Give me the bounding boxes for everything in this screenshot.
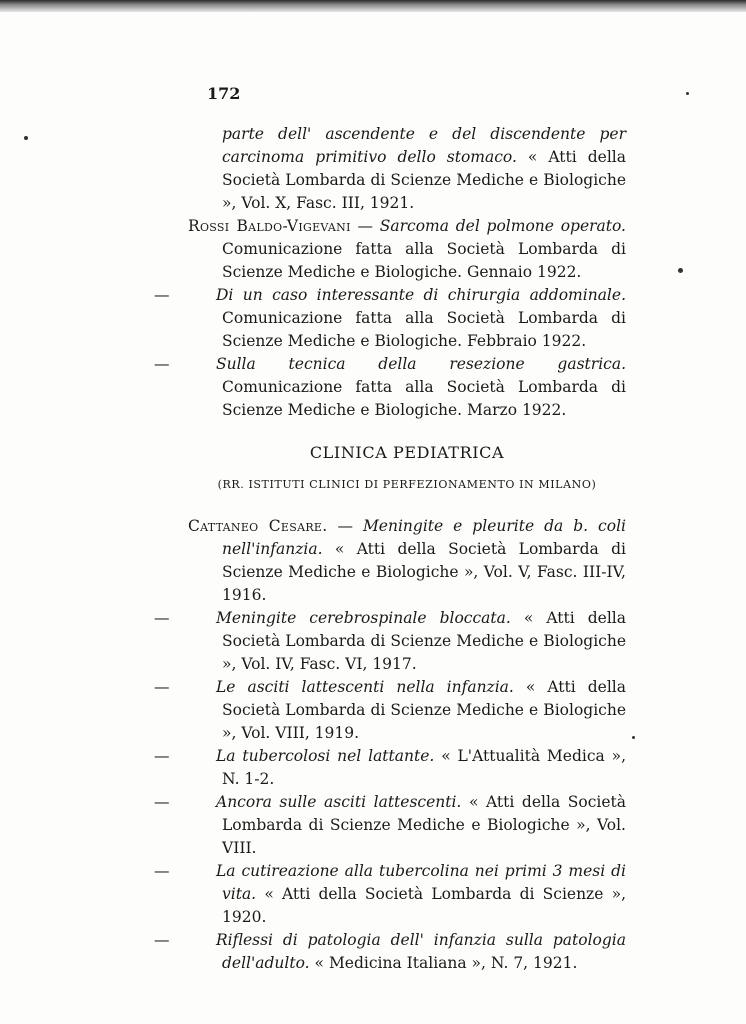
reference-source: « Atti della Società Lombarda di Scienze », 1920. bbox=[222, 885, 626, 926]
reference-title: Di un caso interessante di chirurgia addominale. bbox=[216, 286, 626, 304]
reference-source: « Atti della Società Lombarda di Scienze Mediche e Biologiche », Vol. IV, Fasc. VI, 1917. bbox=[222, 609, 626, 673]
reference-source: « Atti della Società Lombarda di Scienze Mediche e Biologiche », Vol. VIII, 1919. bbox=[222, 678, 626, 742]
reference-title: parte dell' ascendente e del discendente per carcinoma primitivo dello stomaco. bbox=[222, 125, 626, 166]
reference-source: « Atti della Società Lombarda di Scienze Mediche e Biologiche », Vol. V, Fasc. III-IV, 1916. bbox=[222, 540, 626, 604]
reference-title: Sarcoma del polmone operato. bbox=[379, 217, 626, 235]
reference-entry bbox=[154, 860, 626, 929]
ditto-dash: — bbox=[154, 862, 170, 880]
reference-title: Riflessi di patologia dell' infanzia sulla patologia dell'adulto. bbox=[216, 931, 626, 972]
reference-source: « Medicina Italiana », N. 7, 1921. bbox=[314, 954, 578, 972]
section-subheading: (RR. ISTITUTI CLINICI DI PERFEZIONAMENTO IN MILANO) bbox=[217, 478, 597, 491]
page-number: 172 bbox=[207, 84, 241, 103]
reference-source: Comunicazione fatta alla Società Lombarda di Scienze Mediche e Biologiche. Gennaio 1922. bbox=[222, 240, 626, 281]
reference-source: « Atti della Società Lombarda di Scienze Mediche e Biologiche », Vol. VIII. bbox=[222, 793, 626, 857]
reference-entry bbox=[188, 123, 626, 215]
reference-source: Comunicazione fatta alla Società Lombarda di Scienze Mediche e Biologiche. Marzo 1922. bbox=[222, 378, 626, 419]
scan-speck bbox=[678, 268, 683, 273]
reference-title: La cutireazione alla tubercolina nei primi 3 mesi di vita. bbox=[216, 862, 626, 903]
section-heading: CLINICA PEDIATRICA bbox=[309, 443, 505, 462]
reference-title: Le asciti lattescenti nella infanzia. bbox=[216, 678, 514, 696]
reference-entry bbox=[154, 791, 626, 860]
reference-separator: — bbox=[350, 217, 380, 235]
ditto-dash: — bbox=[154, 678, 170, 696]
reference-entry bbox=[154, 745, 626, 791]
reference-title: La tubercolosi nel lattante. bbox=[216, 747, 435, 765]
ditto-dash: — bbox=[154, 793, 170, 811]
reference-entry bbox=[154, 284, 626, 353]
reference-entry bbox=[188, 515, 626, 607]
section-1-references bbox=[154, 123, 626, 422]
scan-speck bbox=[686, 92, 689, 95]
reference-source: « Atti della Società Lombarda di Scienze Mediche e Biologiche », Vol. X, Fasc. III, 1921. bbox=[222, 148, 626, 212]
reference-entry bbox=[154, 607, 626, 676]
reference-title: Meningite cerebrospinale bloccata. bbox=[216, 609, 511, 627]
ditto-dash: — bbox=[154, 747, 170, 765]
reference-author: Rossi Baldo-Vigevani bbox=[188, 217, 351, 235]
reference-separator: — bbox=[327, 517, 363, 535]
scan-speck bbox=[632, 736, 635, 739]
reference-author: Cattaneo Cesare. bbox=[188, 517, 328, 535]
ditto-dash: — bbox=[154, 286, 170, 304]
ditto-dash: — bbox=[154, 609, 170, 627]
scan-speck bbox=[24, 136, 28, 140]
reference-entry bbox=[154, 353, 626, 422]
reference-source: Comunicazione fatta alla Società Lombarda di Scienze Mediche e Biologiche. Febbraio 1922. bbox=[222, 309, 626, 350]
reference-title: Meningite e pleurite da b. coli nell'infanzia. bbox=[222, 517, 626, 558]
reference-entry bbox=[154, 676, 626, 745]
reference-source: « L'Attualità Medica », N. 1-2. bbox=[222, 747, 626, 788]
section-2-references bbox=[154, 515, 626, 975]
reference-title: Sulla tecnica della resezione gastrica. bbox=[216, 355, 626, 373]
scan-top-border bbox=[0, 0, 746, 12]
reference-title: Ancora sulle asciti lattescenti. bbox=[216, 793, 462, 811]
ditto-dash: — bbox=[154, 355, 170, 373]
reference-entry bbox=[154, 929, 626, 975]
reference-entry bbox=[188, 215, 626, 284]
ditto-dash: — bbox=[154, 931, 170, 949]
